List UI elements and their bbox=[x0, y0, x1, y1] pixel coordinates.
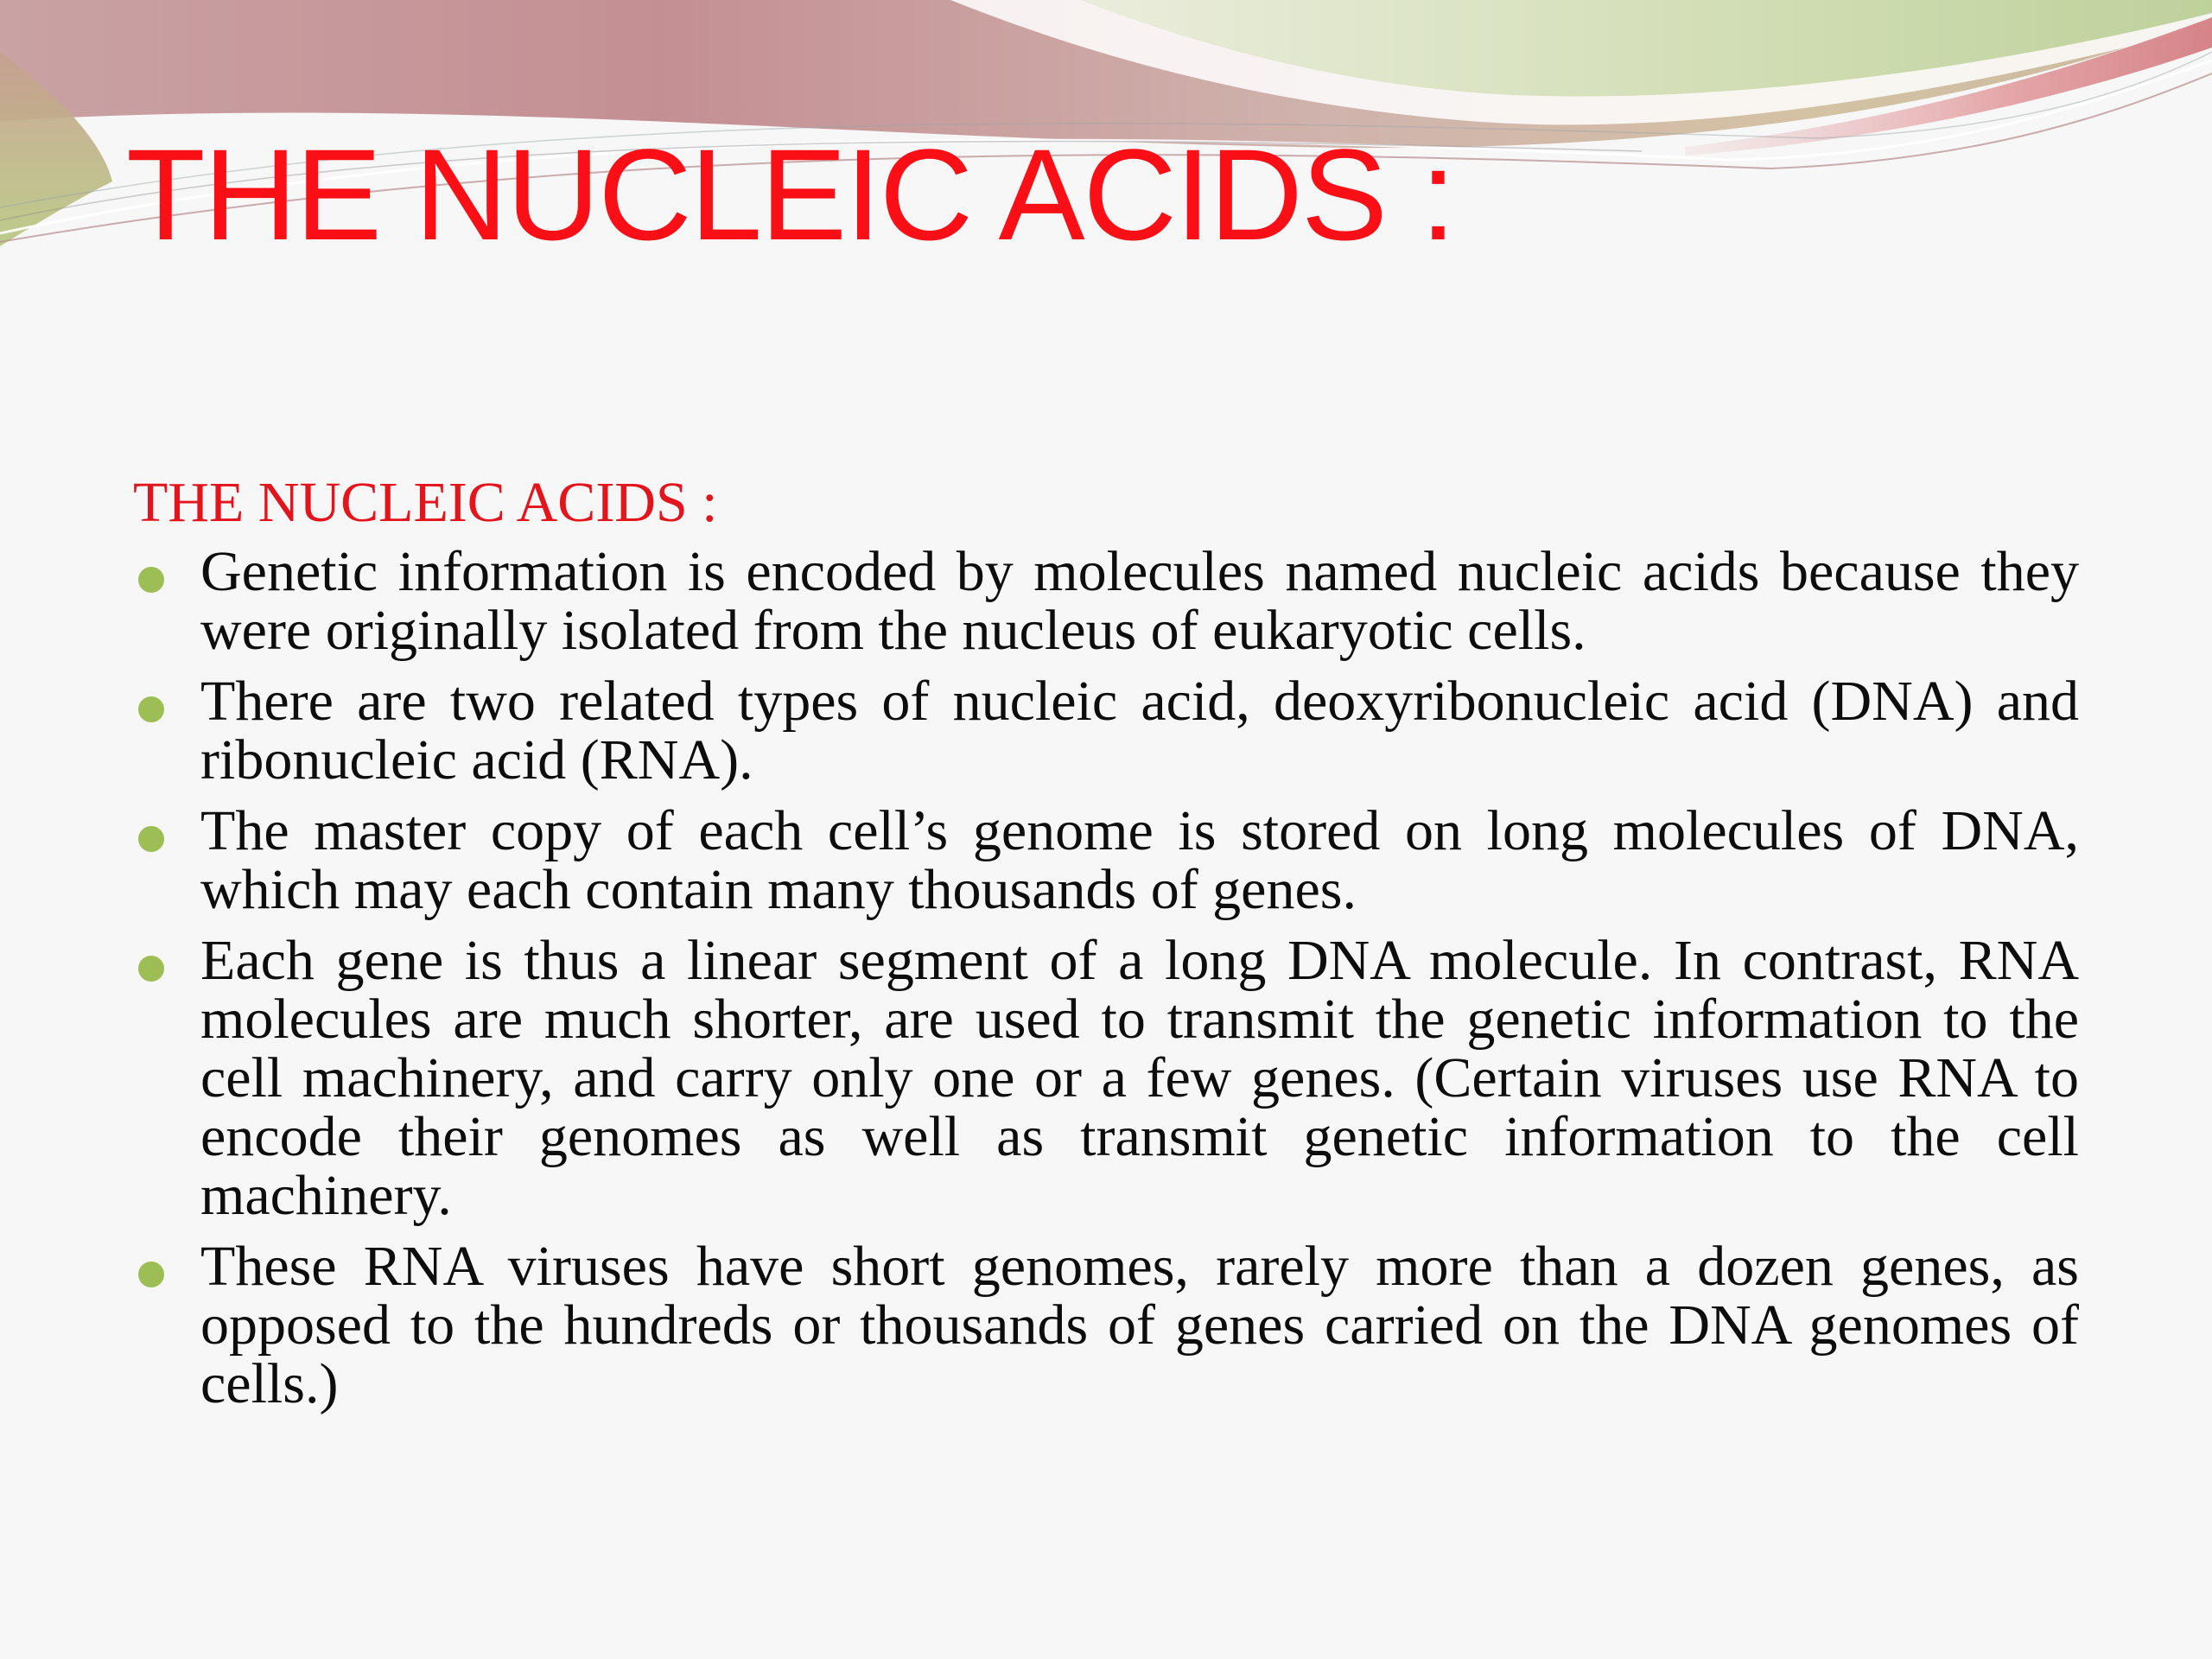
bullet-text: Genetic information is encoded by molecules named nucleic acids because they were originally isolated from the nucleus of eukaryotic cells. bbox=[200, 540, 2079, 662]
bullet-text: These RNA viruses have short genomes, rarely more than a dozen genes, as opposed to the hundreds or thousands of genes carried on the DNA genomes of cells.) bbox=[200, 1235, 2079, 1415]
bullet-list bbox=[133, 540, 2079, 1426]
bullet-text: Each gene is thus a linear segment of a long DNA molecule. In contrast, RNA molecules are much shorter, are used to transmit the genetic information to the cell machinery, and carry only one or a few genes. (Certain viruses use RNA to encode their genomes as well as transmit genetic information to the cell machinery. bbox=[200, 929, 2079, 1227]
list-item bbox=[133, 799, 2079, 921]
bullet-text: The master copy of each cell’s genome is stored on long molecules of DNA, which may each contain many thousands of genes. bbox=[200, 799, 2079, 921]
bullet-icon bbox=[138, 826, 164, 852]
list-item bbox=[133, 1237, 2079, 1414]
list-item bbox=[133, 540, 2079, 662]
list-item bbox=[133, 672, 2079, 790]
list-item bbox=[133, 931, 2079, 1225]
bullet-icon bbox=[138, 567, 164, 593]
section-heading: THE NUCLEIC ACIDS : bbox=[133, 471, 718, 534]
bullet-text: There are two related types of nucleic acid, deoxyribonucleic acid (DNA) and ribonucleic acid (RNA). bbox=[200, 670, 2079, 791]
bullet-icon bbox=[138, 696, 164, 722]
bullet-icon bbox=[138, 1262, 164, 1287]
slide-title: THE NUCLEIC ACIDS : bbox=[126, 122, 1455, 267]
bullet-icon bbox=[138, 956, 164, 982]
